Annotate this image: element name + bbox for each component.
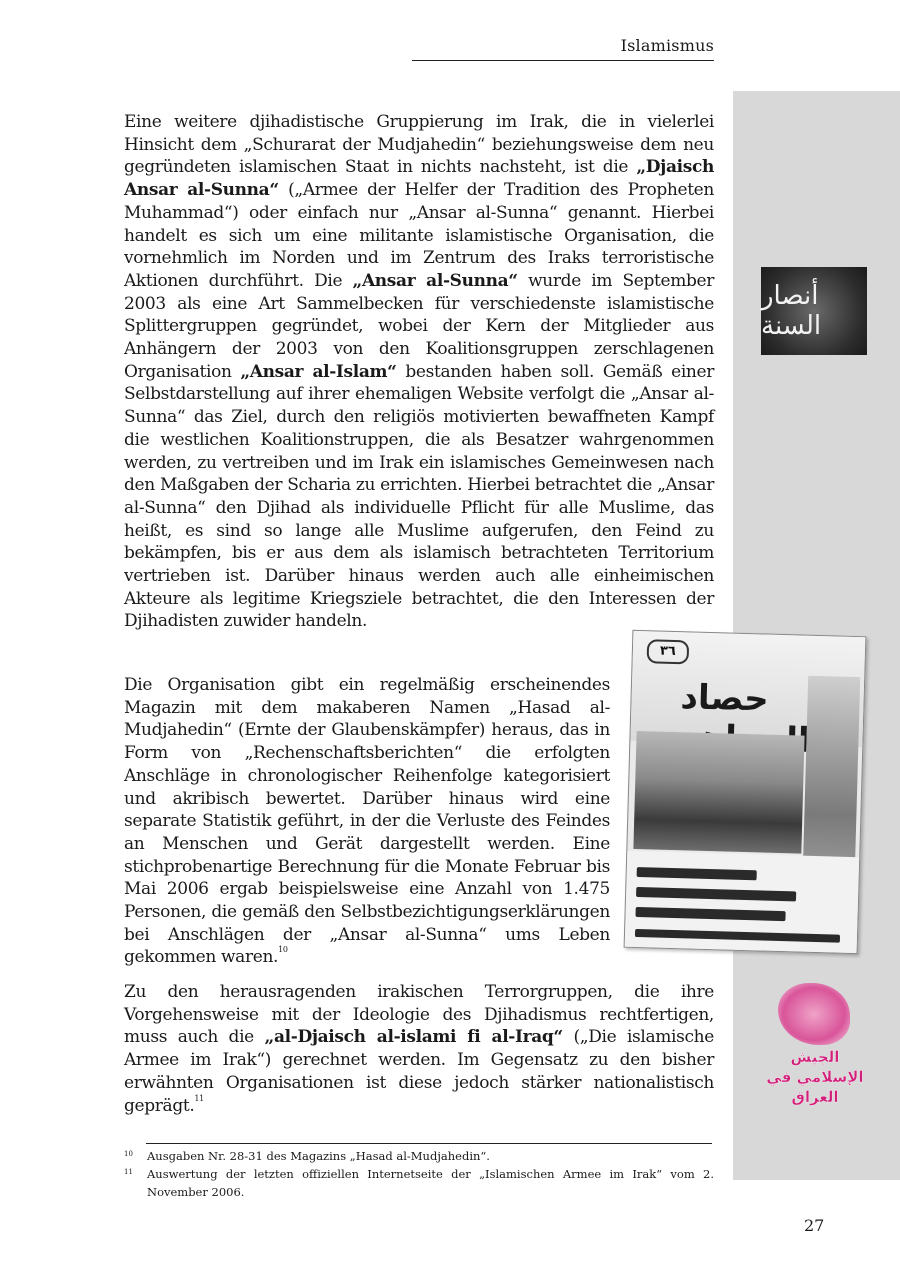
- header-rule: [412, 60, 714, 61]
- para1-bold-djaisch-ansar: „Djaisch Ansar al-Sunna“: [124, 157, 714, 201]
- footnote-11: [124, 1166, 714, 1201]
- magazine-issue-number: ٣٦: [647, 639, 690, 664]
- magazine-photo-wreckage: [633, 731, 804, 854]
- para1-bold-ansar-sunna: „Ansar al-Sunna“: [352, 270, 518, 291]
- ansar-al-sunna-logo-image: [761, 267, 867, 355]
- para1-text-1: Eine weitere djihadistische Gruppierung im Irak, die in vielerlei Hinsicht dem „Schurarat der Mudjahedin“ beziehungsweise dem neu gegründeten islamischen Staat in nichts nachsteht, ist die: [124, 112, 714, 178]
- footnote-ref-11[interactable]: 11: [194, 1093, 204, 1103]
- paragraph-magazine: [124, 674, 610, 969]
- paragraph-ansar-al-sunna: [124, 111, 714, 633]
- para3-text-1: Zu den herausragenden irakischen Terrorgruppen, die ihre Vorgehensweise mit der Ideologie des Djihadismus rechtfertigen, muss auch die: [124, 982, 714, 1048]
- paragraph-islamic-army: [124, 981, 714, 1117]
- para3-bold-al-djaisch: „al-Djaisch al-islami fi al-Iraq“: [264, 1027, 563, 1048]
- footnote-ref-10[interactable]: 10: [278, 945, 288, 955]
- running-head: Islamismus: [620, 36, 714, 55]
- magazine-cover-image: [624, 630, 867, 954]
- para1-text-4: bestanden haben soll. Gemäß einer Selbstdarstellung auf ihrer ehemaligen Website verfolgt die „Ansar al-Sunna“ das Ziel, durch den religiös motivierten bewaffneten Kampf die westlichen Koalitionstruppen, die als Besatzer wahrgenommen werden, zu vertreiben und im Irak ein islamisches Gemeinwesen nach den Maßgaben der Scharia zu errichten. Hierbei betrachtet die „Ansar al-Sunna“ den Djihad als individuelle Pflicht für alle Muslime, das heißt, es sind so lange alle Muslime aufgerufen, den Feind zu bekämpfen, bis er aus dem als islamisch betrachteten Territorium vertrieben ist. Darüber hinaus werden auch alle einheimischen Akteure als legitime Kriegsziele betrachtet, die den Interessen der Djihadisten zuwider handeln.: [124, 361, 714, 632]
- para2-text: Die Organisation gibt ein regelmäßig erscheinendes Magazin mit dem makaberen Namen „Hasad al-Mudjahedin“ (Ernte der Glaubenskämpfer) heraus, das in Form von „Rechenschaftsberichten“ die erfolgten Anschläge in chronologischer Reihenfolge kategorisiert und akribisch bewertet. Darüber hinaus wird eine separate Statistik geführt, in der die Verluste des Feindes an Menschen und Gerät dargestellt werden. Eine stichprobenartige Berechnung für die Monate Februar bis Mai 2006 ergab beispielsweise eine Anzahl von 1.475 Personen, die gemäß den Selbstbezichtigungserklärungen bei Anschlägen der „Ansar al-Sunna“ ums Leben gekommen waren.: [124, 675, 610, 968]
- footnote-number: 10: [124, 1150, 133, 1158]
- iraq-map-emblem: [778, 983, 850, 1045]
- footnote-10: [124, 1148, 714, 1166]
- islamic-army-logo-text: الجيش الإسلامي في العراق: [766, 1048, 864, 1106]
- footnote-text: Auswertung der letzten offiziellen Internetseite der „Islamischen Armee im Irak“ vom 2. November 2006.: [147, 1167, 714, 1199]
- footnote-text: Ausgaben Nr. 28-31 des Magazins „Hasad al-Mudjahedin“.: [147, 1149, 490, 1163]
- footnote-number: 11: [124, 1168, 133, 1176]
- para1-text-3: wurde im September 2003 als eine Art Sammelbecken für verschiedenste islamistische Splittergruppen gegründet, wobei der Kern der Mitglieder aus Anhängern der 2003 von den Koalitionsgruppen zerschlagenen Organisation: [124, 270, 715, 382]
- magazine-title: حصاد: [679, 677, 770, 720]
- ansar-logo-calligraphy: أنصار السنة: [761, 281, 822, 341]
- para3-text-2: („Die islamische Armee im Irak“) gerechnet werden. Im Gegensatz zu den bisher erwähnten Organisationen ist diese jedoch stärker nationalistisch geprägt.: [124, 1027, 714, 1116]
- para1-bold-ansar-islam: „Ansar al-Islam“: [240, 361, 397, 382]
- islamic-army-logo-image: [760, 983, 870, 1113]
- footnote-rule: [146, 1143, 712, 1144]
- para1-text-2: („Armee der Helfer der Tradition des Propheten Muhammad“) oder einfach nur „Ansar al-Sunna“ genannt. Hierbei handelt es sich um eine militante islamistische Organisation, die vornehmlich im Norden und im Zentrum des Iraks terroristische Aktionen durchführt. Die: [124, 180, 714, 291]
- page-number: 27: [804, 1216, 825, 1235]
